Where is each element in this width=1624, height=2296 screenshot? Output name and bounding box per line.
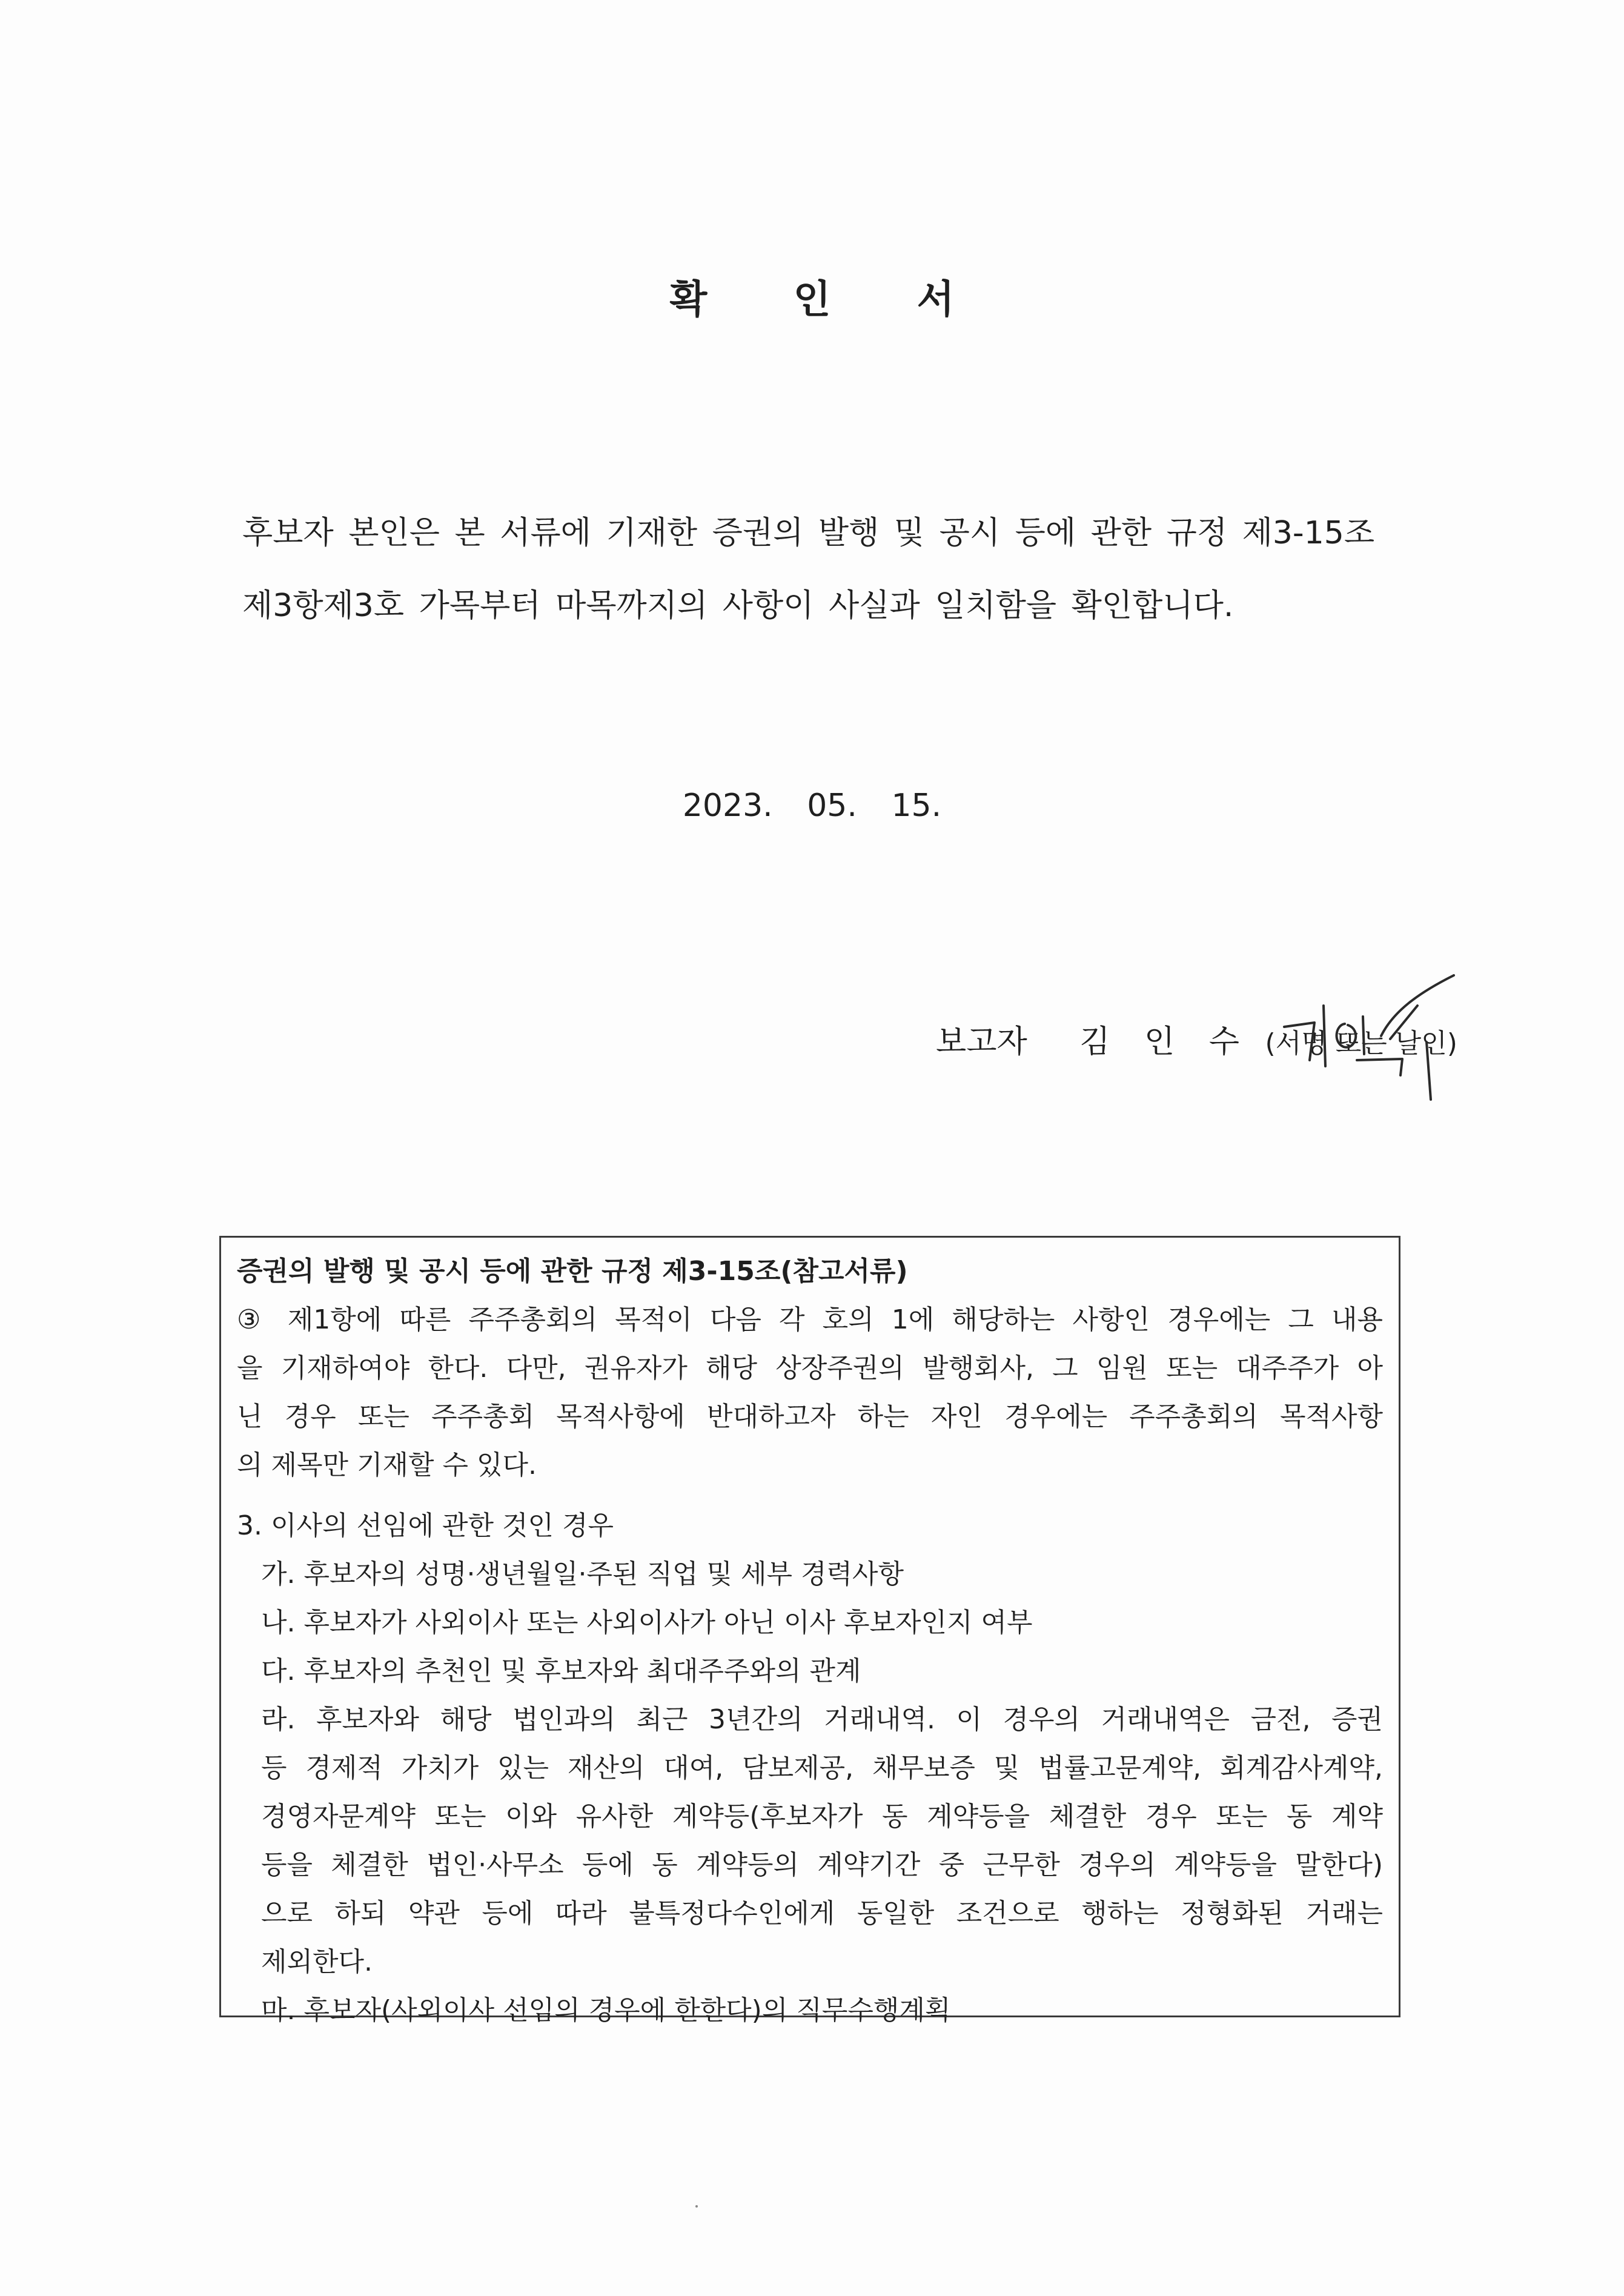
reporter-name: 김 인 수 — [1079, 1024, 1251, 1060]
document-date: 2023. 05. 15. — [682, 788, 942, 824]
reference-item-ma: 마. 후보자(사외이사 선임의 경우에 한한다)의 직무수행계획 — [261, 1995, 951, 2026]
statement-line-1: 후보자 본인은 본 서류에 기재한 증권의 발행 및 공시 등에 관한 규정 제3-15조 — [242, 515, 1375, 551]
scan-speck — [695, 2205, 698, 2208]
reference-item-ra-line: 등 경제적 가치가 있는 재산의 대여, 담보제공, 채무보증 및 법률고문계약, 회계감사계약, — [261, 1753, 1383, 1783]
confirmation-statement — [242, 497, 1423, 642]
reporter-label: 보고자 — [936, 1024, 1027, 1060]
reference-item-ga: 가. 후보자의 성명·생년월일·주된 직업 및 세부 경력사항 — [261, 1559, 904, 1590]
reference-para-line: 닌 경우 또는 주주총회 목적사항에 반대하고자 하는 자인 경우에는 주주총회의 목적사항 — [237, 1401, 1383, 1432]
reference-para-line: ③ 제1항에 따른 주주총회의 목적이 다음 각 호의 1에 해당하는 사항인 경우에는 그 내용 — [237, 1304, 1383, 1335]
reference-item-ra-line: 제외한다. — [261, 1946, 373, 1977]
reference-box — [219, 1236, 1400, 2026]
statement-line-2: 제3항제3호 가목부터 마목까지의 사항이 사실과 일치함을 확인합니다. — [242, 588, 1234, 624]
reference-item-ra-line: 등을 체결한 법인·사무소 등에 동 계약등의 계약기간 중 근무한 경우의 계약등을 말한다) — [261, 1850, 1383, 1880]
reference-item-ra-line: 으로 하되 약관 등에 따라 불특정다수인에게 동일한 조건으로 행하는 정형화된 거래는 — [261, 1898, 1383, 1929]
reference-para-line: 의 제목만 기재할 수 있다. — [237, 1450, 537, 1481]
document-title: 확 인 서 — [669, 277, 991, 322]
handwritten-signature — [1272, 969, 1466, 1109]
reference-item-ra-line: 경영자문계약 또는 이와 유사한 계약등(후보자가 동 계약등을 체결한 경우 또는 동 계약 — [261, 1801, 1383, 1832]
signature-note: (서명 또는 날인) — [1265, 1028, 1457, 1059]
reference-section: 3. 이사의 선임에 관한 것인 경우 — [237, 1510, 614, 1541]
reference-item-ra-line: 라. 후보자와 해당 법인과의 최근 3년간의 거래내역. 이 경우의 거래내역은 금전, 증권 — [261, 1704, 1383, 1735]
reference-item-da: 다. 후보자의 추천인 및 후보자와 최대주주와의 관계 — [261, 1656, 861, 1687]
reference-title: 증권의 발행 및 공시 등에 관한 규정 제3-15조(참고서류) — [237, 1256, 908, 1287]
reference-item-na: 나. 후보자가 사외이사 또는 사외이사가 아닌 이사 후보자인지 여부 — [261, 1607, 1033, 1638]
reference-para-line: 을 기재하여야 한다. 다만, 권유자가 해당 상장주권의 발행회사, 그 임원 또는 대주주가 아 — [237, 1353, 1383, 1384]
